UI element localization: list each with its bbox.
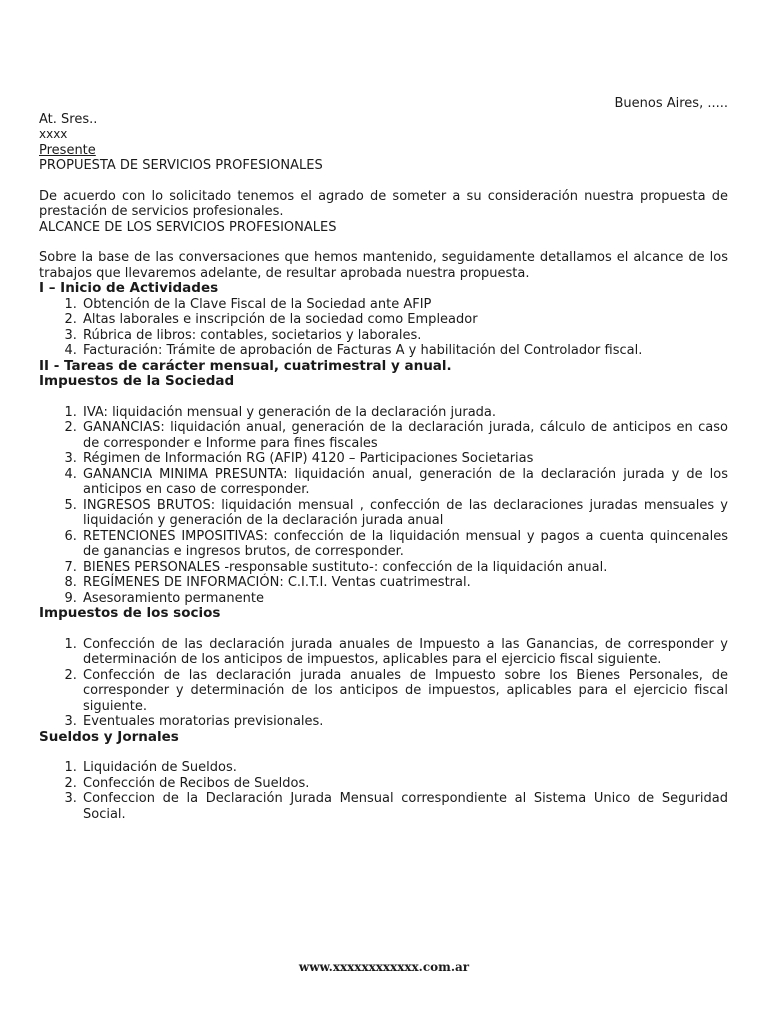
scope-heading: ALCANCE DE LOS SERVICIOS PROFESIONALES <box>39 219 337 235</box>
list-item: 9. Asesoramiento permanente <box>81 591 728 607</box>
scope-paragraph: Sobre la base de las conversaciones que hemos mantenido, seguidamente detallamos el alcance de los trabajos que llevaremos adelante, de resultar aprobada nuestra propuesta. <box>39 250 728 281</box>
list-item: 7. BIENES PERSONALES -responsable sustituto-: confección de la liquidación anual. <box>81 560 728 576</box>
list-item: 3. Confeccion de la Declaración Jurada Mensual correspondiente al Sistema Unico de Seguridad Social. <box>81 791 728 822</box>
document-title: PROPUESTA DE SERVICIOS PROFESIONALES <box>39 158 323 173</box>
list-item: 1. Confección de las declaración jurada anuales de Impuesto a las Ganancias, de corresponder y determinación de los anticipos de impuestos, aplicables para el ejercicio fiscal siguiente. <box>81 637 728 668</box>
recipient-name: xxxx <box>39 127 68 141</box>
list-item: 2. GANANCIAS: liquidación anual, generación de la declaración jurada, cálculo de anticipos en caso de corresponder e Informe para fines fiscales <box>81 420 728 451</box>
payroll-list <box>39 760 728 822</box>
list-item: 2. Altas laborales e inscripción de la sociedad como Empleador <box>81 312 728 328</box>
list-item: 4. Facturación: Trámite de aprobación de Facturas A y habilitación del Controlador fiscal. <box>81 343 728 359</box>
list-item: 2. Confección de Recibos de Sueldos. <box>81 776 728 792</box>
section1-list <box>39 297 728 359</box>
intro-paragraph: De acuerdo con lo solicitado tenemos el agrado de someter a su consideración nuestra propuesta de prestación de servicios profesionales. <box>39 188 728 219</box>
list-item: 1. Liquidación de Sueldos. <box>81 760 728 776</box>
section2-heading: II - Tareas de carácter mensual, cuatrimestral y anual. <box>39 357 452 374</box>
section1-heading: I – Inicio de Actividades <box>39 280 219 296</box>
footer-website: www.xxxxxxxxxxxx.com.ar <box>298 960 470 974</box>
list-item: 1. IVA: liquidación mensual y generación de la declaración jurada. <box>81 405 728 421</box>
list-item: 3. Rúbrica de libros: contables, societarios y laborales. <box>81 328 728 344</box>
partners-taxes-heading: Impuestos de los socios <box>39 605 221 621</box>
list-item: 3. Eventuales moratorias previsionales. <box>81 714 728 730</box>
society-taxes-heading: Impuestos de la Sociedad <box>39 373 235 389</box>
present-line: Presente <box>39 142 96 158</box>
payroll-heading: Sueldos y Jornales <box>39 728 179 745</box>
list-item: 6. RETENCIONES IMPOSITIVAS: confección de la liquidación mensual y pagos a cuenta quincenales de ganancias e ingresos brutos, de corresponder. <box>81 529 728 560</box>
list-item: 2. Confección de las declaración jurada anuales de Impuesto sobre los Bienes Personales, de corresponder y determinación de los anticipos de impuestos, aplicables para el ejercicio fiscal siguiente. <box>81 668 728 715</box>
document-body <box>39 96 728 822</box>
recipient-line: At. Sres.. <box>39 111 98 127</box>
list-item: 1. Obtención de la Clave Fiscal de la Sociedad ante AFIP <box>81 297 728 313</box>
list-item: 8. REGÍMENES DE INFORMACIÓN: C.I.T.I. Ventas cuatrimestral. <box>81 575 728 591</box>
city-date: Buenos Aires, ..... <box>614 96 728 111</box>
partners-taxes-list <box>39 637 728 730</box>
list-item: 4. GANANCIA MINIMA PRESUNTA: liquidación anual, generación de la declaración jurada y de los anticipos en caso de corresponder. <box>81 467 728 498</box>
list-item: 5. INGRESOS BRUTOS: liquidación mensual , confección de las declaraciones juradas mensuales y liquidación y generación de la declaración jurada anual <box>81 498 728 529</box>
society-taxes-list <box>39 405 728 607</box>
list-item: 3. Régimen de Información RG (AFIP) 4120 – Participaciones Societarias <box>81 451 728 467</box>
